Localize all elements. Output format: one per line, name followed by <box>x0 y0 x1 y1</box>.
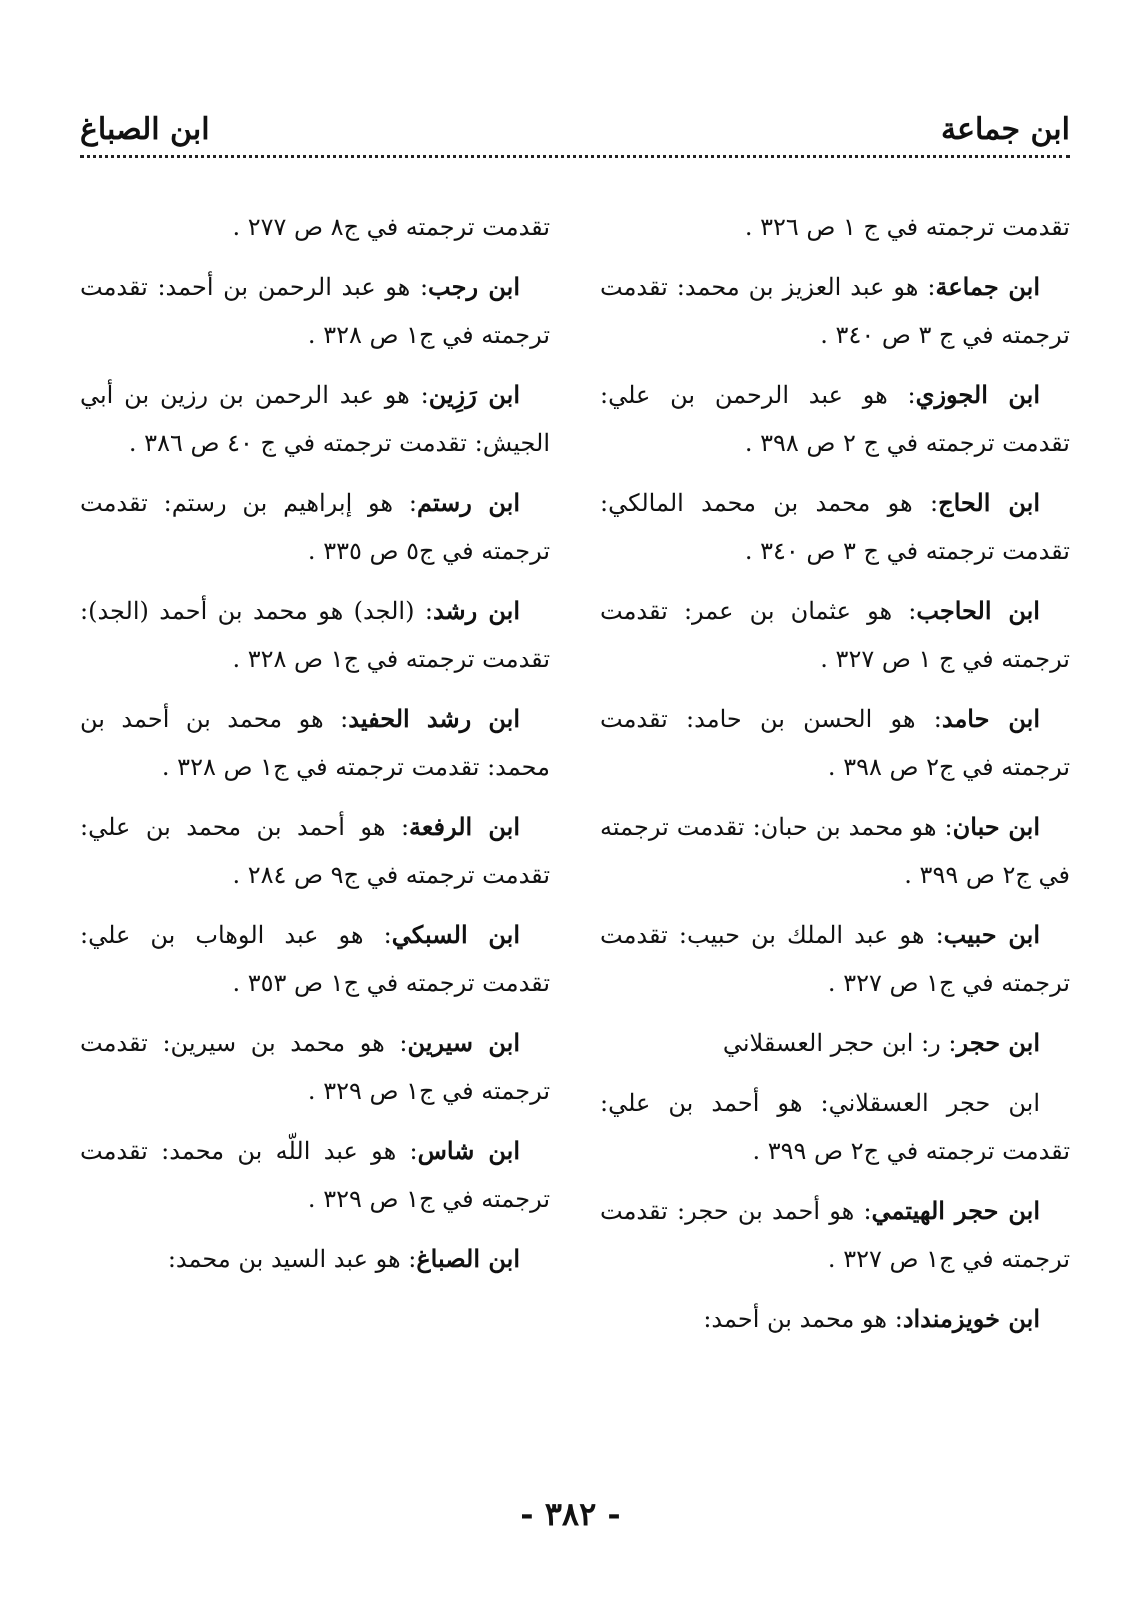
entry-text: تقدمت ترجمته في ج٨ ص ٢٧٧ . <box>232 213 550 241</box>
entry <box>80 587 550 683</box>
entry-head: ابن حجر <box>956 1028 1040 1057</box>
entry-text: : هو عبد الرحمن بن أحمد: تقدمت ترجمته في ج١ ص ٣٢٨ . <box>80 273 550 349</box>
entry <box>80 1235 550 1283</box>
entry-head: ابن الجوزي <box>915 380 1041 409</box>
entry <box>600 803 1070 899</box>
entry-head: ابن شاس <box>417 1136 520 1165</box>
entry-text: : هو محمد بن محمد المالكي: تقدمت ترجمته في ج ٣ ص ٣٤٠ . <box>600 489 1070 565</box>
running-head-right: ابن جماعة <box>941 112 1070 147</box>
entry-text: : هو محمد بن أحمد: <box>703 1305 903 1333</box>
entry-text: : هو أحمد بن حجر: تقدمت ترجمته في ج١ ص ٣٢٧ . <box>600 1197 1070 1273</box>
two-column-body <box>80 203 1070 1403</box>
header-dotted-rule <box>80 155 1070 158</box>
entry <box>80 1019 550 1115</box>
entry <box>80 479 550 575</box>
entry <box>600 587 1070 683</box>
entry-text: تقدمت ترجمته في ج ١ ص ٣٢٦ . <box>744 213 1070 241</box>
left-column <box>80 203 550 1403</box>
entry-head: ابن حجر الهيتمي <box>871 1196 1040 1225</box>
entry-head: ابن رشد الحفيد <box>348 704 521 733</box>
entry-head: ابن خويزمنداد <box>902 1304 1040 1333</box>
entry <box>600 479 1070 575</box>
entry-text: : هو أحمد بن محمد بن علي: تقدمت ترجمته في ج٩ ص ٢٨٤ . <box>80 813 550 889</box>
entry <box>600 1019 1070 1067</box>
entry <box>80 803 550 899</box>
entry-text: : هو محمد بن أحمد بن محمد: تقدمت ترجمته في ج١ ص ٣٢٨ . <box>80 705 550 781</box>
entry <box>600 1079 1070 1175</box>
page-header <box>80 85 1070 145</box>
entry <box>600 1187 1070 1283</box>
entry <box>600 203 1070 251</box>
entry <box>80 203 550 251</box>
entry-head: ابن الرفعة <box>409 812 520 841</box>
entry-text: : هو محمد بن حبان: تقدمت ترجمته في ج٢ ص ٣٩٩ . <box>600 813 1070 889</box>
entry-text: : هو الحسن بن حامد: تقدمت ترجمته في ج٢ ص ٣٩٨ . <box>600 705 1070 781</box>
entry-head: ابن الحاجب <box>916 596 1040 625</box>
entry <box>80 911 550 1007</box>
entry-text: : هو عبد العزيز بن محمد: تقدمت ترجمته في ج ٣ ص ٣٤٠ . <box>600 273 1070 349</box>
entry-head: ابن جماعة <box>935 272 1040 301</box>
entry-head: ابن الحاج <box>938 488 1041 517</box>
entry <box>600 911 1070 1007</box>
entry <box>80 371 550 467</box>
entry <box>600 371 1070 467</box>
entry-text: : هو عبد الرحمن بن علي: تقدمت ترجمته في ج ٢ ص ٣٩٨ . <box>600 381 1070 457</box>
entry-text: : هو محمد بن سيرين: تقدمت ترجمته في ج١ ص ٣٢٩ . <box>80 1029 550 1105</box>
entry-text: : هو إبراهيم بن رستم: تقدمت ترجمته في ج٥ ص ٣٣٥ . <box>80 489 550 565</box>
entry-text: : هو عثمان بن عمر: تقدمت ترجمته في ج ١ ص ٣٢٧ . <box>600 597 1070 673</box>
entry-text: : (الجد) هو محمد بن أحمد (الجد): تقدمت ترجمته في ج١ ص ٣٢٨ . <box>80 597 550 673</box>
entry-head: ابن الصباغ <box>416 1244 520 1273</box>
entry-text: : ر: ابن حجر العسقلاني <box>722 1029 957 1057</box>
running-head-left: ابن الصباغ <box>80 112 210 147</box>
entry-text: : هو عبد السيد بن محمد: <box>167 1245 417 1273</box>
entry-text: ابن حجر العسقلاني: هو أحمد بن علي: تقدمت ترجمته في ج٢ ص ٣٩٩ . <box>600 1089 1070 1165</box>
right-column <box>600 203 1070 1403</box>
entry-head: ابن رَزِين <box>428 380 520 409</box>
entry <box>80 1127 550 1223</box>
entry-text: : هو عبد اللّه بن محمد: تقدمت ترجمته في ج١ ص ٣٢٩ . <box>80 1137 550 1213</box>
entry-head: ابن رجب <box>428 272 520 301</box>
entry-head: ابن حامد <box>941 704 1041 733</box>
entry-head: ابن حبيب <box>943 920 1040 949</box>
entry-text: : هو عبد الرحمن بن رزين بن أبي الجيش: تقدمت ترجمته في ج ٤٠ ص ٣٨٦ . <box>80 381 550 457</box>
page-number: - ٣٨٢ - <box>520 1495 621 1533</box>
entry <box>600 263 1070 359</box>
entry-head: ابن حبان <box>952 812 1040 841</box>
entry <box>600 1295 1070 1343</box>
entry <box>600 695 1070 791</box>
entry <box>80 263 550 359</box>
entry-head: ابن سيرين <box>407 1028 520 1057</box>
entry-head: ابن السبكي <box>391 920 520 949</box>
entry-text: : هو عبد الملك بن حبيب: تقدمت ترجمته في ج١ ص ٣٢٧ . <box>600 921 1070 997</box>
entry <box>80 695 550 791</box>
entry-text: : هو عبد الوهاب بن علي: تقدمت ترجمته في ج١ ص ٣٥٣ . <box>80 921 550 997</box>
entry-head: ابن رستم <box>416 488 521 517</box>
entry-head: ابن رشد <box>432 596 520 625</box>
